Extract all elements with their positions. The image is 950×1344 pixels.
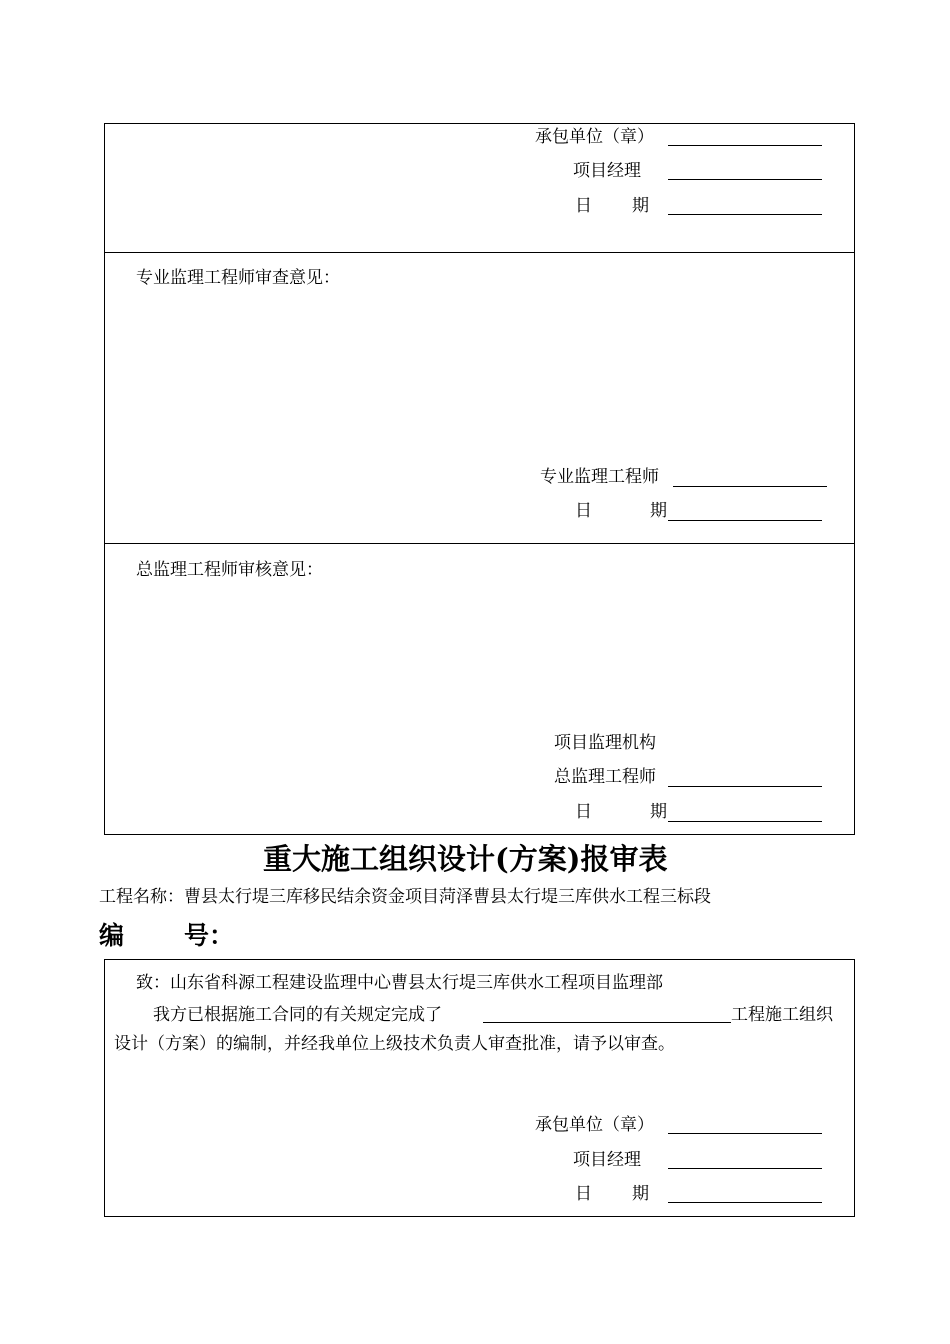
contractor-unit-label: 承包单位（章） — [535, 127, 654, 147]
row-divider — [104, 543, 855, 544]
date-label-char-1: 日 — [575, 1184, 592, 1204]
page-title: 重大施工组织设计(方案)报审表 — [263, 842, 668, 876]
contractor-unit-label: 承包单位（章） — [535, 1115, 654, 1135]
date-label-char-1: 日 — [575, 196, 592, 216]
contractor-date-field[interactable] — [668, 214, 822, 215]
body-text-line-1: 我方已根据施工合同的有关规定完成了 — [153, 1005, 442, 1025]
specialist-engineer-field[interactable] — [673, 486, 827, 487]
serial-label-char-2: 号： — [184, 921, 235, 950]
row-divider — [104, 252, 855, 253]
chief-engineer-label: 总监理工程师 — [554, 767, 656, 787]
top-form-table — [104, 123, 855, 835]
contractor-unit-field[interactable] — [668, 1133, 822, 1134]
project-manager-label: 项目经理 — [573, 1150, 641, 1170]
specialist-engineer-label: 专业监理工程师 — [540, 467, 659, 487]
project-manager-field[interactable] — [668, 1168, 822, 1169]
specialist-date-field[interactable] — [668, 520, 822, 521]
chief-opinion-heading: 总监理工程师审核意见： — [136, 560, 323, 580]
date-label-char-2: 期 — [632, 1184, 649, 1204]
chief-date-field[interactable] — [668, 821, 822, 822]
date-label-char-1: 日 — [575, 501, 592, 521]
contractor-unit-field[interactable] — [668, 145, 822, 146]
date-label-char-2: 期 — [632, 196, 649, 216]
chief-engineer-field[interactable] — [668, 786, 822, 787]
contractor-date-field[interactable] — [668, 1202, 822, 1203]
supervision-org-label: 项目监理机构 — [554, 733, 656, 753]
specialist-opinion-heading: 专业监理工程师审查意见： — [136, 268, 340, 288]
date-label-char-1: 日 — [575, 802, 592, 822]
project-manager-field[interactable] — [668, 179, 822, 180]
project-name-blank[interactable] — [483, 1022, 731, 1023]
body-text-line-1-tail: 工程施工组织 — [731, 1005, 833, 1025]
bottom-form-table — [104, 959, 855, 1217]
date-label-char-2: 期 — [650, 802, 667, 822]
addressee-line: 致：山东省科源工程建设监理中心曹县太行堤三库供水工程项目监理部 — [136, 973, 663, 993]
project-manager-label: 项目经理 — [573, 161, 641, 181]
date-label-char-2: 期 — [650, 501, 667, 521]
project-name: 工程名称：曹县太行堤三库移民结余资金项目菏泽曹县太行堤三库供水工程三标段 — [99, 887, 711, 907]
serial-label-char-1: 编 — [99, 921, 125, 950]
body-text-line-2: 设计（方案）的编制，并经我单位上级技术负责人审查批准，请予以审查。 — [114, 1034, 675, 1054]
